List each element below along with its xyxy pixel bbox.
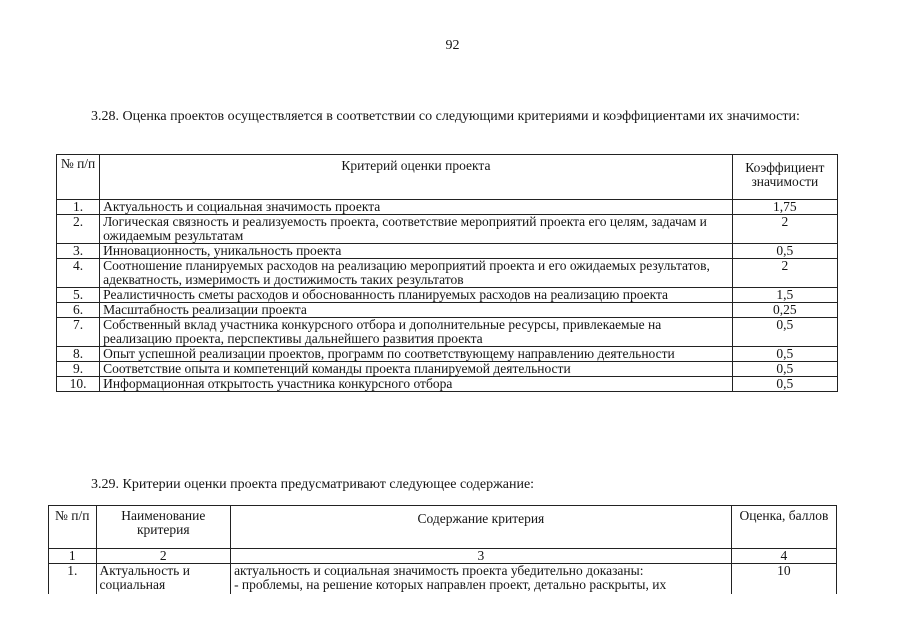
row-number: 4. <box>57 259 100 288</box>
column-number: 4 <box>731 549 836 564</box>
header-name: Наименование критерия <box>96 506 231 549</box>
row-criterion: Инновационность, уникальность проекта <box>100 244 733 259</box>
row-number: 2. <box>57 215 100 244</box>
row-coefficient: 0,5 <box>732 362 837 377</box>
header-coefficient: Коэффициент значимости <box>732 155 837 200</box>
row-criterion: Реалистичность сметы расходов и обоснованность планируемых расходов на реализацию проекта <box>100 288 733 303</box>
table-row <box>57 377 838 392</box>
row-number: 7. <box>57 318 100 347</box>
row-coefficient: 0,25 <box>732 303 837 318</box>
row-criterion: Опыт успешной реализации проектов, программ по соответствующему направлению деятельности <box>100 347 733 362</box>
table-row <box>49 564 837 595</box>
table-row <box>57 200 838 215</box>
row-coefficient: 1,75 <box>732 200 837 215</box>
criteria-table <box>56 154 838 392</box>
header-score: Оценка, баллов <box>731 506 836 549</box>
table-row <box>57 259 838 288</box>
header-content: Содержание критерия <box>231 506 732 549</box>
row-coefficient: 0,5 <box>732 318 837 347</box>
row-criterion: Масштабность реализации проекта <box>100 303 733 318</box>
column-number: 1 <box>49 549 97 564</box>
row-criterion: Актуальность и социальная значимость проекта <box>100 200 733 215</box>
table-row <box>57 288 838 303</box>
page-number: 92 <box>445 38 460 53</box>
table-row <box>57 215 838 244</box>
table-row <box>57 347 838 362</box>
row-number: 1. <box>49 564 97 595</box>
row-number: 9. <box>57 362 100 377</box>
row-coefficient: 0,5 <box>732 377 837 392</box>
row-coefficient: 2 <box>732 259 837 288</box>
row-score: 10 <box>731 564 836 595</box>
row-content-line: актуальность и социальная значимость проекта убедительно доказаны: <box>234 563 644 578</box>
header-no: № п/п <box>49 506 97 549</box>
column-number: 2 <box>96 549 231 564</box>
row-coefficient: 1,5 <box>732 288 837 303</box>
table-row <box>57 318 838 347</box>
row-criterion: Логическая связность и реализуемость проекта, соответствие мероприятий проекта его целям, задачам и ожидаемым результатам <box>100 215 733 244</box>
row-number: 5. <box>57 288 100 303</box>
table-row <box>57 362 838 377</box>
column-numbers-row <box>49 549 837 564</box>
section-3-29-paragraph: 3.29. Критерии оценки проекта предусматривают следующее содержание: <box>91 477 535 492</box>
header-criterion: Критерий оценки проекта <box>100 155 733 200</box>
criteria-table-header <box>57 155 838 200</box>
header-no: № п/п <box>57 155 100 200</box>
table-row <box>57 244 838 259</box>
column-number: 3 <box>231 549 732 564</box>
row-criterion: Информационная открытость участника конкурсного отбора <box>100 377 733 392</box>
row-content-line: - проблемы, на решение которых направлен проект, детально раскрыты, их <box>234 577 667 592</box>
row-coefficient: 0,5 <box>732 244 837 259</box>
table-row <box>57 303 838 318</box>
row-number: 3. <box>57 244 100 259</box>
section-3-28-paragraph: 3.28. Оценка проектов осуществляется в соответствии со следующими критериями и коэффициентами их значимости: <box>91 109 800 124</box>
row-number: 6. <box>57 303 100 318</box>
content-table-header <box>49 506 837 549</box>
row-number: 10. <box>57 377 100 392</box>
row-name: Актуальность и социальная <box>96 564 231 595</box>
row-content <box>231 564 732 595</box>
row-coefficient: 0,5 <box>732 347 837 362</box>
row-number: 1. <box>57 200 100 215</box>
row-coefficient: 2 <box>732 215 837 244</box>
row-criterion: Собственный вклад участника конкурсного отбора и дополнительные ресурсы, привлекаемые на реализацию проекта, перспективы дальнейшего развития проекта <box>100 318 733 347</box>
content-table <box>48 505 837 594</box>
row-number: 8. <box>57 347 100 362</box>
row-criterion: Соответствие опыта и компетенций команды проекта планируемой деятельности <box>100 362 733 377</box>
row-criterion: Соотношение планируемых расходов на реализацию мероприятий проекта и его ожидаемых результатов, адекватность, измеримость и достижимость таких результатов <box>100 259 733 288</box>
